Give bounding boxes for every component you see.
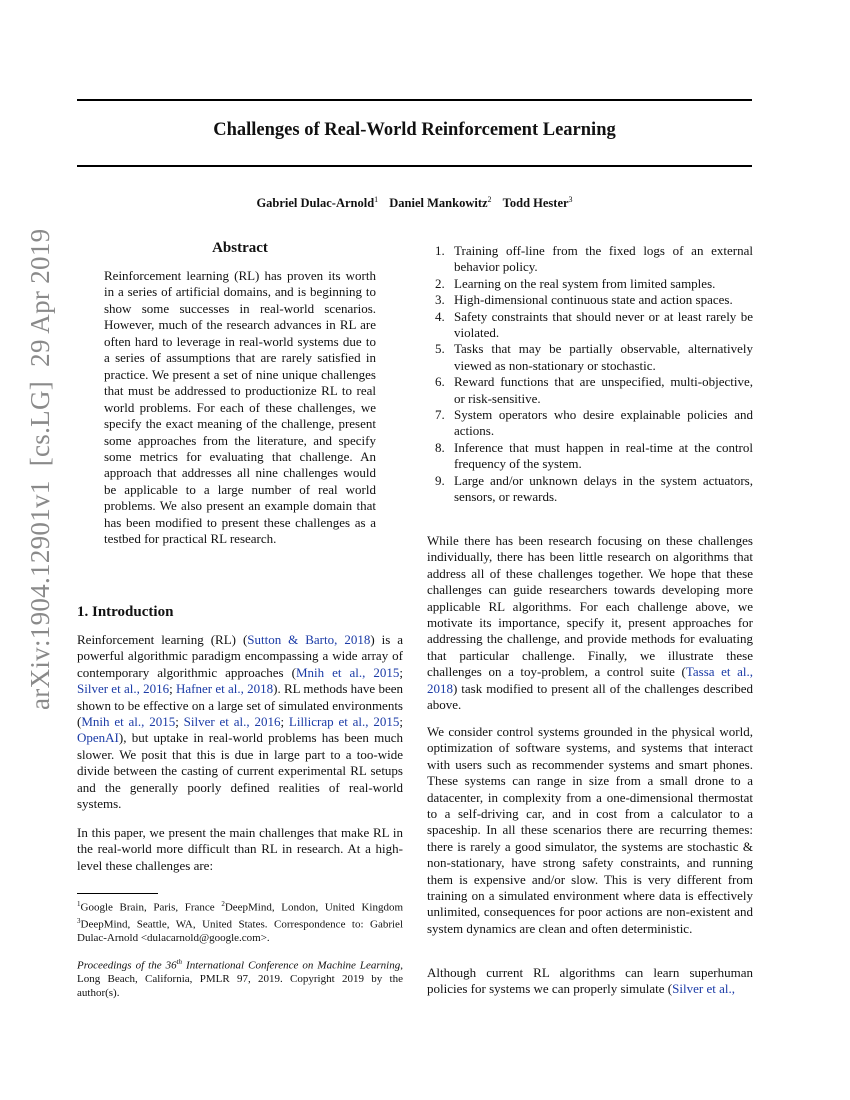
author-name: Gabriel Dulac-Arnold$^1$ [256, 195, 379, 211]
list-item: 3. High-dimensional continuous state and action spaces. [435, 292, 733, 308]
introduction-heading: 1. Introduction [77, 604, 174, 620]
citation-link[interactable]: Tassa et al., 2018 [427, 664, 753, 696]
right-paragraph-1: While there has been research focusing on these challenges individually, there has been little research on algorithms that address all of these challenges together. We hope that these challenges can guide researchers towards developing more applicable RL algorithms. For each challenge above, we motivate its importance, specify it, present approaches for addressing the challenge, and provide methods for evaluating that particular challenge. Finally, we illustrate these challenges on a toy-problem, a control suite (Tassa et al., 2018) task modified to present all of the challenges described above. [427, 533, 753, 713]
introduction-paragraph-1: Reinforcement learning (RL) (Sutton & Barto, 2018) is a powerful algorithmic paradigm encompassing a wide array of contemporary algorithmic approaches (Mnih et al., 2015; Silver et al., 2016; Hafner et al., 2018). RL methods have been shown to be effective on a large set of simulated environments (Mnih et al., 2015; Silver et al., 2016; Lillicrap et al., 2015; OpenAI), but uptake in real-world problems has been much slower. We posit that this is due in large part to a too-wide divide between the casting of current experimental RL setups and the generally poorly defined realities of real-world systems. [77, 632, 404, 812]
list-item: 6. Reward functions that are unspecified, multi-objective, or risk-sensitive. [435, 374, 753, 406]
challenge-list [427, 243, 753, 506]
citation-link[interactable]: Mnih et al., 2015 [81, 714, 176, 730]
right-paragraph-3: Although current RL algorithms can learn superhuman policies for systems we can properly simulate (Silver et al., [427, 965, 753, 997]
citation-link[interactable]: Mnih et al., 2015 [295, 664, 400, 680]
list-item: 2. Learning on the real system from limited samples. [435, 275, 716, 291]
author-list [77, 195, 752, 211]
arxiv-identifier: arXiv:1904.12901v1 [cs.LG] 29 Apr 2019 [25, 228, 55, 710]
list-item: 7. System operators who desire explainable policies and actions. [435, 407, 753, 439]
citation-link[interactable]: Silver et al., [672, 981, 735, 997]
list-item: 8. Inference that must happen in real-time at the control frequency of the system. [435, 439, 753, 472]
list-item: 1. Training off-line from the fixed logs of an external behavior policy. [435, 243, 753, 275]
citation-link[interactable]: Silver et al., 2016 [77, 681, 170, 697]
citation-link[interactable]: Lillicrap et al., 2015 [288, 714, 400, 730]
citation-link[interactable]: Silver et al., 2016 [183, 714, 281, 730]
introduction-paragraph-2: In this paper, we present the main challenges that make RL in the real-world more difficult than RL in research. At a high-level these challenges are: [77, 825, 403, 873]
paper-title: Challenges of Real-World Reinforcement Learning [213, 120, 616, 140]
footnote-rule [77, 893, 158, 894]
citation-link[interactable]: OpenAI [77, 730, 119, 746]
title-rule-bottom [77, 165, 752, 167]
list-item: 4. Safety constraints that should never or at least rarely be violated. [435, 308, 753, 341]
citation-link[interactable]: Sutton & Barto, 2018 [247, 632, 371, 647]
list-item: 9. Large and/or unknown delays in the system actuators, sensors, or rewards. [435, 472, 753, 505]
abstract-body: Reinforcement learning (RL) has proven its worth in a series of artificial domains, and is beginning to show some successes in real-world scenarios. However, much of the research advances in RL are often hard to leverage in real-world systems due to a series of assumptions that are rarely satisfied in practice. We present a set of nine unique challenges that must be addressed to productionize RL to real world problems. For each of these challenges, we specify the exact meaning of the challenge, present some approaches from the literature, and specify some metrics for evaluating that challenge. An approach that addresses all nine challenges would be applicable to a large number of real world problems. We also present an example domain that has been modified to present these challenges as a testbed for practical RL research. [104, 268, 376, 547]
author-name: Todd Hester$^3$ [502, 195, 573, 211]
title-rule-top [77, 99, 752, 101]
affiliation-footnote: $^1$Google Brain, Paris, France $^2$DeepMind, London, United Kingdom $^3$DeepMind, Seattle, WA, United States. Correspondence to: Gabriel Dulac-Arnold <dulacarnold@google.com>. [77, 900, 403, 945]
citation-link[interactable]: Hafner et al., 2018 [175, 681, 274, 697]
abstract-heading: Abstract [212, 240, 268, 256]
proceedings-note: Proceedings of the 36th International Conference on Machine Learning, Long Beach, California, PMLR 97, 2019. Copyright 2019 by the author(s). [77, 958, 403, 999]
list-item: 5. Tasks that may be partially observable, alternatively viewed as non-stationary or stochastic. [435, 341, 753, 373]
right-paragraph-2: We consider control systems grounded in the physical world, optimization of software systems, and systems that interact with users such as recommender systems and smart phones. These systems can range in size from a small drone to a datacenter, in complexity from a one-dimensional thermostat to a self-driving car, and in cost from a calculator to a spaceship. In all these scenarios there are recurring themes: there is rarely a good simulator, the systems are stochastic & non-stationary, have strong safety constraints, and running them is expensive and/or slow. This is very different from training on a simulated environment where data is effectively unlimited, consequences for poor actions are non-existent and system dynamics are clean and often deterministic. [427, 724, 753, 936]
author-name: Daniel Mankowitz$^2$ [389, 195, 492, 211]
